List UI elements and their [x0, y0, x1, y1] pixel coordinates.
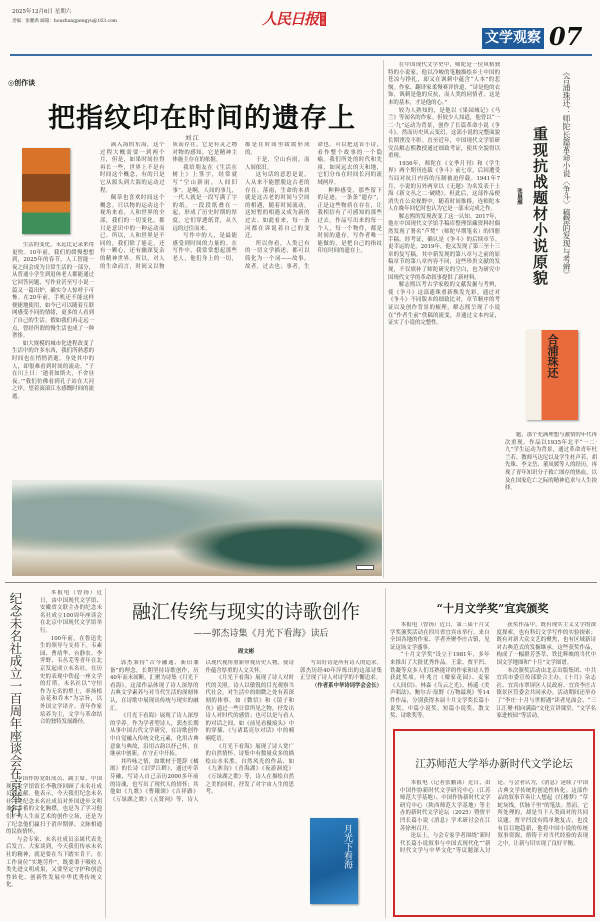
- paragraph: 其吟咏之情，如歌材于楚辞《橘颂》的长诗《汨罗江畔》，通过叶蒂芬融，写诗人自己亲历2000多年前的诗魂，也写出了现代人的情怀；其他如《九歌》《曹娥颂》《吉祥路》《万绿湖之歌》《五贤祠》等，诗人以现代视角重新审视历史人物，使诗作蕴含厚重的人文关怀。: [110, 660, 294, 803]
- column-divider: [385, 588, 386, 918]
- review-title: 重现抗战题材小说原貌: [531, 126, 549, 286]
- paragraph: 满入海的东海，这个过程大概需要一到两个月，但是，如果时间拉得再长一些，世界上不是有时间这个概念，有的只是它从源头到大海的运动过程。: [100, 142, 165, 194]
- paragraph: “十月文学奖”设立于1981年，多年来推出了大批优秀作品。王蒙、贾平凹、铁凝等众多人们耳熟能详的作家和诗人曾获此奖项。叶兆言《璩家花园》、麦家《人间信》、林森《乌云之光》、杨遥《美声唱法》、鲍尔吉·原野《万物最现》等14件作品，分别获得本届十月文学奖长篇小说奖、中篇小说奖、短篇小说奖、散文奖、诗歌奖等。: [390, 652, 490, 720]
- paragraph: 中国作协党组成员、副主席、中国现代文学馆馆长李敬泽回顾了未名社成员的贡献。他表示，今天我们纪念未名社，是纪念未名社成员对外国进步文明兼容并蓄的文化胸襟，也是为了学习他们扩为人生而艺术的创作立场，还是为了纪念他们赢扫于消岸期弹、文脉相通的民族情怀。: [6, 776, 102, 836]
- header-rule: [10, 54, 592, 56]
- paragraph: 《月光下看海》展现了诗人宽广的自然情怀。诗集中有数量众多的描绘山水名胜、自然风光的作品，如《九寨沟》《青海湖》《夜游洞庭》《万绿湖之歌》等，诗人在描绘自然之美的同时，抒发了对宇宙人生的思考。: [205, 743, 294, 796]
- paragraph: 题，那个充满理想与激情的年代再次重现。作品以1935年北平“一二·九”学生运动为背景，通过革命青年杜兰若、教师马达尼以及学生杜声若、胡先珠、李文岳、董凤媛等人的经历，再现了青年知识分子救亡图存的热血，以及在国家危亡之际的精神追求与人生抉择。: [505, 432, 597, 492]
- review-author: 张晨雁: [516, 188, 522, 205]
- book-cover-image: [22, 148, 70, 234]
- paragraph: 如大规模的城市化进程改变了生活中的许多东西，我们所熟悉的时间也在悄悄消逝。身处其中的人，却很难看到时间的流动。“子在川上曰：‘逝者如斯夫，不舍昼夜。’”我们仿佛看到孔子站在大河之岸，望着滚滚江水感慨时间的流逝。: [12, 340, 94, 400]
- issue-date: 2025年12月6日 星期六: [12, 9, 72, 15]
- paragraph: 写出好诗是所有诗人的追求。郭杰历经40年淬炼出的这部诗集正呈现了诗人对诗学的不懈追求。: [300, 660, 382, 682]
- book-cover-image: [310, 818, 358, 904]
- column-tag: ◎创作谈: [8, 78, 36, 87]
- review-body-end: [505, 432, 597, 576]
- column-divider: [383, 60, 384, 578]
- award-news-title: “十月文学奖”宜宾颁奖: [436, 602, 549, 615]
- paragraph: 所以你看，人类已有的一切文学描述，都可以简化为一个词——故事。故者，过去也；事者，生命也。可以把这首小诗，看作整个故事的一个隐喻。我们所处的时代和先祖，如同远去的天和地，它们分布在时间长河的流域两岸。: [245, 142, 382, 270]
- logo-text: 人民日报: [262, 10, 319, 28]
- news-title: 纪念未名社成立一百周年座谈会在京举行: [8, 592, 23, 817]
- paragraph: 解志熙以考古学家般的文献发掘与考辨，使《争斗》这部遗珠重新焕发光彩。通过对《争斗》不同版本的细致比对，章节顺序的考证以及创作背景的梳理，解志熙呈现了小说在“作者生前”佚稿的流变，并通过文本内证，证实了小说的完整性。: [388, 282, 500, 327]
- news-body-bottom: [6, 776, 102, 916]
- paragraph: 解志熙的发现改变了这一认知。2017年，他在中国现代文学馆手稿库整理馆藏资料时偶然发现了署名“芦焚”（师陀早期笔名）的四册手稿。经考证，确认是《争斗》的后续章节。更幸运的是，2019年，他又发现了第三至十三章的复写稿。其中新发现的第八章与之前的原稿章节的第八章内容不同，这些珍贵文献的发现，不仅填补了师陀研究的空白，也为研究中国现代文学的革命叙事提供了新材料。: [388, 213, 500, 281]
- paragraph: 我给朋友在《生活在树上》上签字，经常就写“空山新雨，人间旧事”。是啊，人间的事儿，一代人就是一段写满了字的纸。一段段纸叠在一起，形成了历史时期的厚度，它们穿透纸背，从久远的过往而来。: [172, 164, 237, 232]
- paragraph: 郭杰秉持“古今融通、新旧兼备”的理念，长期坚持诗歌创作，历40年而未间断，汇聚为诗集《月光下看海》。这部作品体现了诗人深厚的古典文学素养与对当代生活的深刻体认，在诗歌中展现出传统与现实的融汇。: [110, 660, 199, 712]
- article-title: 把指纹印在时间的遗存上: [48, 103, 356, 134]
- paragraph: 本次颁奖活动由北京出版集团、中共宜宾市委宣传部联合主办，《十月》杂志社、宜宾市翠屏区人民政府、宜宾李庄古镇景区管委会共同承办。活动期间还举办了“李庄·十月与世相遇”读者见面会、“三江汇聚·相向满溢”文化宣讲课堂、“文学名家进校园”等活动。: [496, 667, 596, 720]
- book-cover-image: [526, 330, 578, 420]
- book-cover-title: 合浦珠还: [546, 334, 559, 378]
- poetry-review-body: [110, 660, 294, 918]
- poetry-review-author: 周文彬: [237, 649, 255, 655]
- paragraph: 本报电（曾扬）近日，由中国现代文学馆、安徽省文联主办的纪念未名社成立100周年座谈会在北京中国现代文学馆举行。: [40, 590, 102, 634]
- poetry-review-subtitle: ——郭杰诗集《月光下看海》读后: [193, 629, 329, 639]
- paragraph: 100年前，在鲁迅先生的领导与支持下，韦素园、曹靖华、台静农、李霁野、韦丛芜等青年在北京发起成立未名社。在历史的表现中铁起一座文学的灯塔。未名社以“守恒作为无名的犁土，率扬植杂花和乔木”为宗旨，以外国文学译介、青年作家培养为主，文学与革命结合的独特发展路径。: [40, 635, 102, 726]
- award-news-body: [390, 622, 596, 724]
- painting-caption-box: [356, 565, 374, 570]
- news-body-top: [40, 590, 102, 772]
- paragraph: 生活的变化，永远比记录来得更快。10年前，我们的缓慢想想到，2025年的春节，人工智能一夜之间会成为日常生活的一部分，从普通小学生到退休老人都能通过它回答问题、写作业甚至写小说一篇又一篇出炉，确实令人惊呼于可怖。在20年前，手机还不能这样便捷地使用，如今已可以随着互联网感受不同的情绪，更多的人看到了自己的生活。假如我们再走远一点，曾经所谓的慢生活也成了一种奢侈。: [12, 242, 94, 340]
- page-number: 07: [549, 22, 583, 51]
- article-body-main: [100, 142, 382, 476]
- section-rule: [5, 582, 597, 583]
- paragraph: 获奖作品中，既有现实主义文学的深度探索，也有科幻文学写作的实验探索；既有对新大众文艺的聚焦，也有区域新诗对古典范式的发掘继承。这些获奖作品，构成了一幅群芳荟萃、铁比辉映的当代中国文学地图和“十月”文学图谱。: [496, 622, 596, 666]
- landscape-painting: [12, 480, 382, 576]
- paragraph: 种种感受，那些留下的足迹，一条条“遗存”，正是这些物质在存在，让我相信有了可感知的那些过去。作品写出来的每一个人，每一个物件，都是时间的遗存，写作者唯一能做的，是把自己的指纹印在时间的遗存上。: [317, 187, 382, 255]
- author-note: （作者系中华诗词学会会长）: [311, 682, 382, 689]
- paragraph: 与会专家、未名社成员亲属代表先后发言。大家谈到，今天我们传承未名社的精神，就是要在当下踏实肯干，在工作岗位“实地劳作”，既要秉于吸收人类先进文明成果，又要坚定守护和创造性转化、创新性发展中华优秀传统文化。: [6, 836, 102, 889]
- review-subtitle: 《合浦珠还：师陀长篇革命小说〈争斗〉稿整的发现与考辨》: [562, 68, 571, 279]
- article-author: 刘 江: [185, 135, 199, 142]
- newspaper-logo: [262, 8, 326, 29]
- paragraph: 较为人熟知的，是他以《果园城记》《马兰》等闻名的作家。但较少人知道，他曾以“一二·九”运动为背景，创作了长篇革命小说《争斗》。然而历史风云变幻，这部小说的完整面貌长期湮没不彰。直至近年，中国现代文学馆研究员解志熙教授通过细致考证，使其全貌得以重现。: [388, 107, 500, 160]
- paragraph: 《月光下看海》展现了诗人对时代的关照。诗人以敏锐的目光观察当代社会，对生活中的细微之处有着深刻的体察。如《微信》和《镜子和鱼》通过一些日常所见之物，抒发出诗人对时代的感悟；也可以是与看人的对话之间，如《前见看摄痕头》中的穿插、《与诸葛亮尔对话》中的喃喃呓语。: [205, 675, 294, 742]
- paragraph: 本报电（曾扬）近日，第三届十月文学奖颁奖活动在四川省宜宾市举行。来自全国各地的作家、学者齐聚李庄古镇，见证这场文学盛事。: [390, 622, 490, 651]
- paragraph: 本报电（记者张鹏禹）近日，由中国作协新时代文学研究中心（江苏师范大学基地）、中国作协新时代文学研究中心（陕西师范大学基地）等主办的新时代文学论坛（2025）暨贾平凹长篇小说《消息》学术研讨会在江苏徐州召开。: [400, 780, 491, 832]
- logo-badge: 海外版: [321, 12, 325, 25]
- article-body-lead: [12, 242, 94, 478]
- forum-news-title: 江苏师范大学举办新时代文学论坛: [415, 758, 573, 770]
- paragraph: 于是，空山有雨，而人间依旧。: [245, 157, 310, 171]
- paragraph: 论坛上，与会专家学者围绕“新时代长篇小说叙事与中国式现代化”“新时代文学与中华文化”等议题深入讨论。与会者认为，《消息》延续了中国古典文学传统的创造性转化。这部作品的叙事节奏让人想起《红楼梦》“草蛇灰线，伏脉千里”的笔法。然而，它所处理的，却是当下人类面对的共同议题。贾平凹没有简单地复古，也没有盲目地趋新，他将中国小说的传统叙事资源，熔铸于对当代经验的表现之中，让新与旧实现了良好平衡。: [400, 780, 588, 855]
- poetry-review-body-end: [300, 660, 382, 810]
- section-label: 文学观察: [482, 28, 544, 49]
- review-body: [388, 62, 500, 576]
- column-divider: [105, 588, 106, 918]
- paragraph: 1936年，师陀在《文季月刊》和《学生界》两个期刊连载《争斗》前七章，后因遭受当局对抗日内容的压制被迫停载。1941年7月，小说的另外两章以《无题》为名发表于上海《新文丛之二·破晓》。但此后，这部作品便消失在公众视野中，随着时间推移，连师陀本人在晚年回忆时也认为它是一部未完成之作。: [388, 160, 500, 213]
- editor-line: 责编：张鹏禹 邮箱：houzhangpengyu@163.com: [12, 19, 117, 24]
- paragraph: 《月光下看海》展现了诗人深厚的学养。作为学者型诗人，郭杰长期从事中国古代文学研究，在诗歌创作中自觉融入传统文化元素，化用古典意象与典故，沿用古韵以抒己怀，在继承中创新，在守正中开拓。: [110, 713, 199, 758]
- paragraph: 写作中的人，是最能感受到时间的力量的。在写作中，我常常想起那些老人，他们身上的一切，都是在时间里缓缓形成的。: [172, 142, 310, 262]
- paragraph: 这句话的意思是说，人从来不能摆脱这古老的存在。落雨，生命的本质就是这古老的时间与空间的相遇，随着时间流动，这短暂的相遇又成为新的过去。如此看来，每一条河都在诉说着自己的变迁。: [245, 172, 310, 240]
- paragraph: 在中国现代文学史中，师陀是一位风格独特的小说家。他以冷峻的笔触描绘乡土中国的苍凉与挣扎，却又在讽刺中蕴含“人本”的悲悯。作家、翻译家柔慢赛评价道，“诗是他的衣饰，讽刺是他的反抗，而人类的同情者，这是本的基本，才是他的心。”: [388, 62, 500, 106]
- book-cover-title: 月光下看海: [342, 824, 352, 869]
- poetry-review-title: 融汇传统与现实的诗歌创作: [131, 601, 360, 623]
- paragraph: 佩蒂也喜欢时间这个概念。只以物的运动这个视角来看，人和世界的全部，我们的一切变化，都只是意识中的一种运动而已。所以，人和世界是不同的，我们除了能走，还有一颗心，还有幽深复杂的精神世界。所以，对人的生命而言，时间又以物质而存在，它是有灵之物对物的感知，它是精神主体施主存在的依据。: [100, 142, 237, 270]
- forum-news-body: [400, 780, 588, 914]
